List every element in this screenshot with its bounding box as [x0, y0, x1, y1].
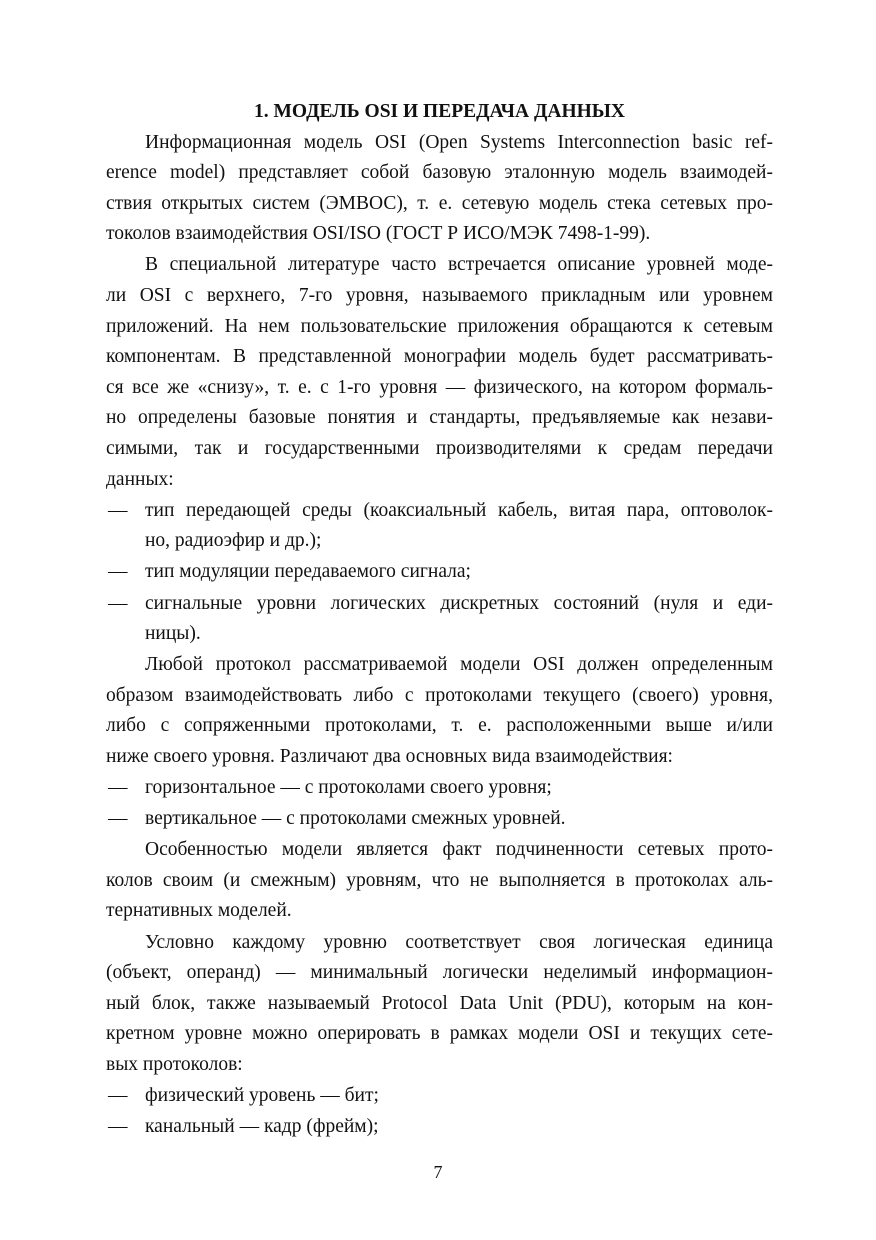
text-line: вых протоколов:	[106, 1053, 243, 1075]
bullet-dash: —	[108, 777, 128, 799]
section-title: 1. МОДЕЛЬ OSI И ПЕРЕДАЧА ДАННЫХ	[253, 101, 626, 122]
paragraph	[106, 128, 773, 250]
text-line: токолов взаимодействия OSI/ISO (ГОСТ Р ИСО/МЭК 7498-1-99).	[106, 223, 651, 245]
text-line: вертикальное — с протоколами смежных уровней.	[145, 808, 566, 830]
text-line: симыми, так и государственными производителями к средам передачи	[106, 438, 773, 460]
text-line: Любой протокол рассматриваемой модели OSI должен определенным	[145, 654, 773, 676]
text-line: ли OSI с верхнего, 7-го уровня, называемого прикладным или уровнем	[106, 285, 773, 307]
text-blocks	[106, 128, 773, 1143]
text-line: горизонтальное — с протоколами своего уровня;	[145, 777, 552, 799]
text-line: сигнальные уровни логических дискретных состояний (нуля и еди-	[145, 592, 773, 614]
text-line: В специальной литературе часто встречается описание уровней моде-	[145, 254, 773, 276]
text-line: ствия открытых систем (ЭМВОС), т. е. сетевую модель стека сетевых про-	[106, 192, 773, 214]
text-line: (объект, операнд) — минимальный логически неделимый информацион-	[106, 962, 773, 984]
text-line: канальный — кадр (фрейм);	[145, 1116, 379, 1138]
list-item	[106, 557, 773, 588]
text-line: физический уровень — бит;	[145, 1085, 379, 1106]
text-line: ницы).	[145, 623, 201, 645]
list-item	[106, 496, 773, 557]
list-item	[106, 773, 773, 804]
text-line: данных:	[106, 468, 174, 490]
page-number: 7	[433, 1162, 443, 1182]
paragraph	[106, 650, 773, 772]
paragraph	[106, 250, 773, 495]
text-line: колов своим (и смежным) уровням, что не выполняется в протоколах аль-	[106, 869, 773, 891]
text-line: приложений. На нем пользовательские приложения обращаются к сетевым	[106, 315, 773, 337]
list-item	[106, 589, 773, 650]
text-line: тернативных моделей.	[106, 900, 292, 922]
bullet-dash: —	[108, 1085, 128, 1106]
text-line: тип модуляции передаваемого сигнала;	[145, 561, 471, 583]
text-line: либо с сопряженными протоколами, т. е. расположенными выше и/или	[106, 715, 773, 737]
list-item	[106, 1112, 773, 1143]
paragraph	[106, 928, 773, 1081]
text-line: ниже своего уровня. Различают два основных вида взаимодействия:	[106, 745, 673, 767]
text-line: образом взаимодействовать либо с протоколами текущего (своего) уровня,	[106, 684, 773, 706]
paragraph	[106, 835, 773, 927]
page-body	[106, 97, 773, 1143]
text-line: Условно каждому уровню соответствует своя логическая единица	[145, 931, 773, 953]
text-line: ный блок, также называемый Protocol Data Unit (PDU), которым на кон-	[106, 992, 773, 1014]
text-line: тип передающей среды (коаксиальный кабель, витая пара, оптоволок-	[145, 499, 773, 521]
text-line: ся все же «снизу», т. е. с 1-го уровня — физического, на котором формаль-	[106, 376, 773, 398]
bullet-dash: —	[108, 808, 128, 830]
text-line: но определены базовые понятия и стандарты, предъявляемые как незави-	[106, 407, 773, 429]
text-line: кретном уровне можно оперировать в рамках модели OSI и текущих сете-	[106, 1023, 773, 1045]
bullet-dash: —	[108, 592, 128, 614]
bullet-dash: —	[108, 561, 128, 583]
bullet-dash: —	[108, 1116, 128, 1138]
list-item	[106, 804, 773, 835]
list-item	[106, 1081, 773, 1112]
text-line: Особенностью модели является факт подчиненности сетевых прото-	[145, 839, 773, 861]
bullet-dash: —	[108, 499, 128, 521]
text-line: но, радиоэфир и др.);	[145, 530, 322, 552]
text-line: erence model) представляет собой базовую эталонную модель взаимодей-	[106, 162, 773, 184]
text-line: компонентам. В представленной монографии модель будет рассматривать-	[106, 346, 773, 368]
text-line: Информационная модель OSI (Open Systems Interconnection basic ref-	[145, 131, 773, 153]
